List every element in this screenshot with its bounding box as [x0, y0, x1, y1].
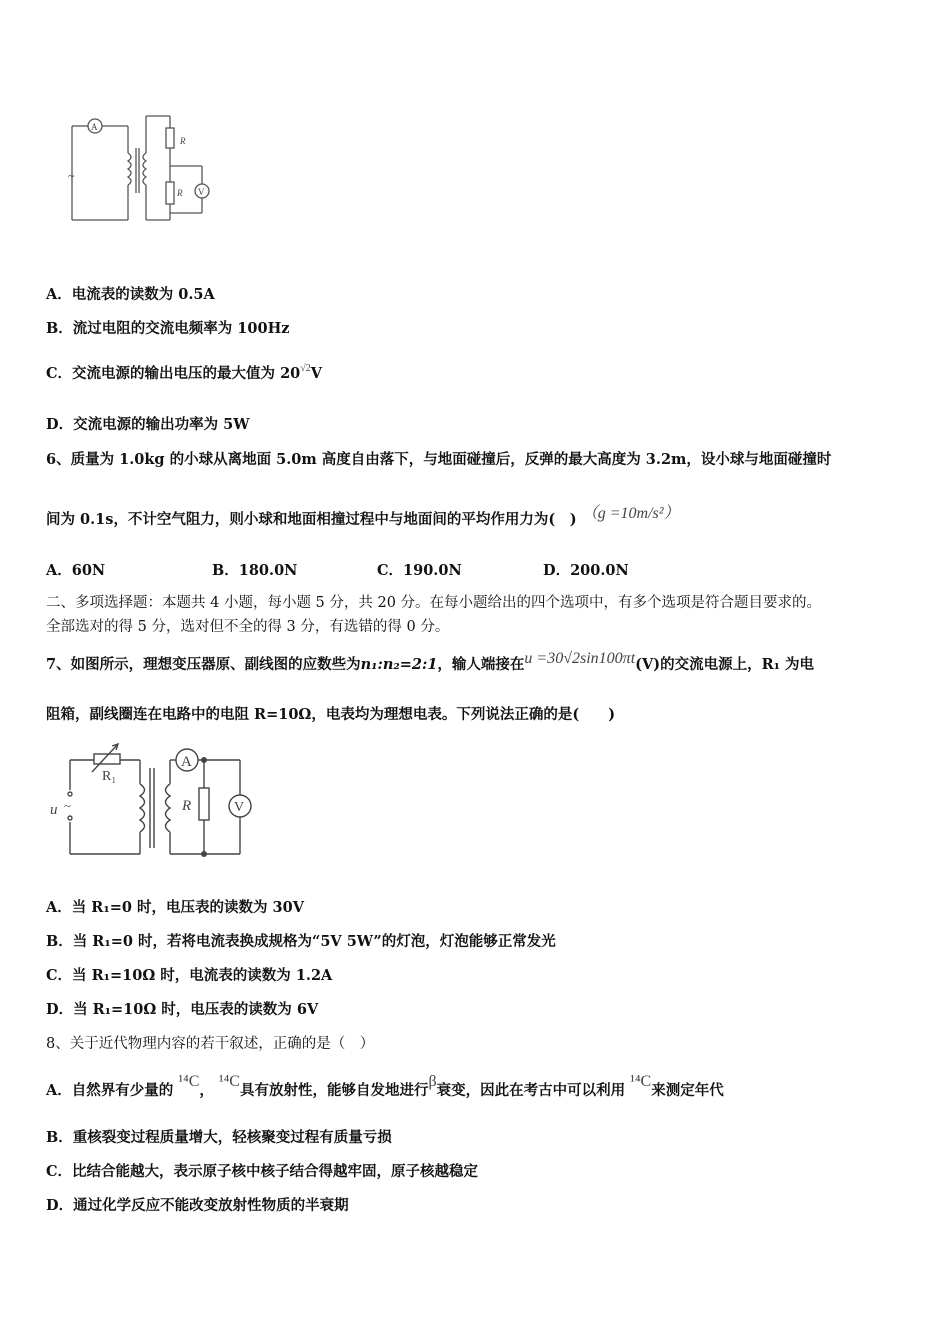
q7-r1-label: R₁: [102, 769, 117, 784]
q5-resistor-top-label: R: [180, 136, 186, 146]
q5-voltmeter-label: V: [198, 187, 205, 197]
q8-option-a-pre: A．自然界有少量的: [46, 1082, 174, 1099]
q8-option-b: B．重核裂变过程质量增大，轻核聚变过程有质量亏损: [46, 1129, 392, 1146]
q7-voltmeter-label: V: [234, 800, 245, 815]
q7-turns-ratio: n₁:n₂=2:1: [360, 656, 438, 673]
q6-option-b: B．180.0N: [212, 562, 298, 579]
q8-option-a-mid2: 衰变，因此在考古中可以利用: [436, 1082, 626, 1099]
q5-option-c-unit: V: [310, 365, 323, 382]
q6-option-c: C．190.0N: [377, 562, 462, 579]
q8-c14-first: ¹⁴C: [178, 1073, 200, 1090]
q8-option-c: C．比结合能越大，表示原子核中核子结合得越牢固，原子核越稳定: [46, 1163, 479, 1180]
q7-stem-mid: ，输人端接在: [437, 656, 525, 673]
q5-option-a: A．电流表的读数为 0.5A: [46, 286, 215, 303]
q8-c14-second: ¹⁴C: [218, 1073, 240, 1090]
q5-option-c-text: C．交流电源的输出电压的最大值为 20: [46, 365, 301, 382]
q5-option-d: D．交流电源的输出功率为 5W: [46, 416, 250, 433]
q6-stem-line1: 6、质量为 1.0kg 的小球从离地面 5.0m 高度自由落下，与地面碰撞后，反弹的最大高度为 3.2m，设小球与地面碰撞时: [46, 451, 832, 468]
q8-stem: 8、关于近代物理内容的若干叙述，正确的是（ ）: [46, 1036, 375, 1052]
q7-stem-post: (V)的交流电源上，R₁ 为电: [635, 656, 815, 673]
q5-option-b: B．流过电阻的交流电频率为 100Hz: [46, 320, 290, 337]
q8-beta-symbol: β: [428, 1073, 437, 1090]
q7-stem-pre: 7、如图所示，理想变压器原、副线图的应数些为: [46, 656, 361, 673]
q5-source-symbol: ~: [68, 169, 75, 183]
q7-option-a: A．当 R₁=0 时，电压表的读数为 30V: [46, 899, 304, 916]
q7-stem-line1: [46, 650, 815, 675]
q5-circuit-figure: [58, 108, 228, 228]
q7-source-label: u: [50, 802, 58, 818]
q5-resistor-bottom-label: R: [177, 188, 183, 198]
q8-c14-third: ¹⁴C: [630, 1073, 652, 1090]
q7-option-c: C．当 R₁=10Ω 时，电流表的读数为 1.2A: [46, 967, 333, 984]
q7-option-d: D．当 R₁=10Ω 时，电压表的读数为 6V: [46, 1001, 319, 1018]
q5-option-c: [46, 364, 322, 386]
q7-circuit-figure: [44, 740, 274, 865]
q7-stem-line2: 阻箱，副线圈连在电路中的电阻 R=10Ω，电表均为理想电表。下列说法正确的是( ): [46, 706, 616, 723]
q8-option-a-post: 来测定年代: [651, 1082, 724, 1099]
q6-stem-line2-text: 间为 0.1s，不计空气阻力，则小球和地面相撞过程中与地面间的平均作用力为( ): [46, 511, 577, 528]
q7-resistor-label: R: [182, 798, 192, 814]
section2-header-line2: 全部选对的得 5 分，选对但不全的得 3 分，有选错的得 0 分。: [46, 619, 450, 635]
q6-stem-line2: [46, 505, 680, 530]
q7-voltage-formula: u =30√2sin100πt: [524, 650, 636, 667]
q8-option-a: [46, 1073, 724, 1101]
q8-option-a-sep: ，: [199, 1082, 214, 1099]
q5-option-c-root: √2: [300, 363, 311, 374]
q8-option-d: D．通过化学反应不能改变放射性物质的半衰期: [46, 1197, 349, 1214]
q7-source-symbol: ~: [64, 798, 72, 813]
q5-ammeter-label: A: [91, 122, 98, 132]
q6-g-note: （g =10m/s²）: [581, 505, 680, 522]
q6-option-d: D．200.0N: [543, 562, 629, 579]
q8-option-a-mid: 具有放射性，能够自发地进行: [239, 1082, 429, 1099]
q7-ammeter-label: A: [181, 754, 192, 770]
q6-option-a: A．60N: [46, 562, 106, 579]
section2-header-line1: 二、多项选择题：本题共 4 小题，每小题 5 分，共 20 分。在每小题给出的四个选项中，有多个选项是符合题目要求的。: [46, 595, 822, 611]
q7-option-b: B．当 R₁=0 时，若将电流表换成规格为“5V 5W”的灯泡，灯泡能够正常发光: [46, 933, 556, 950]
